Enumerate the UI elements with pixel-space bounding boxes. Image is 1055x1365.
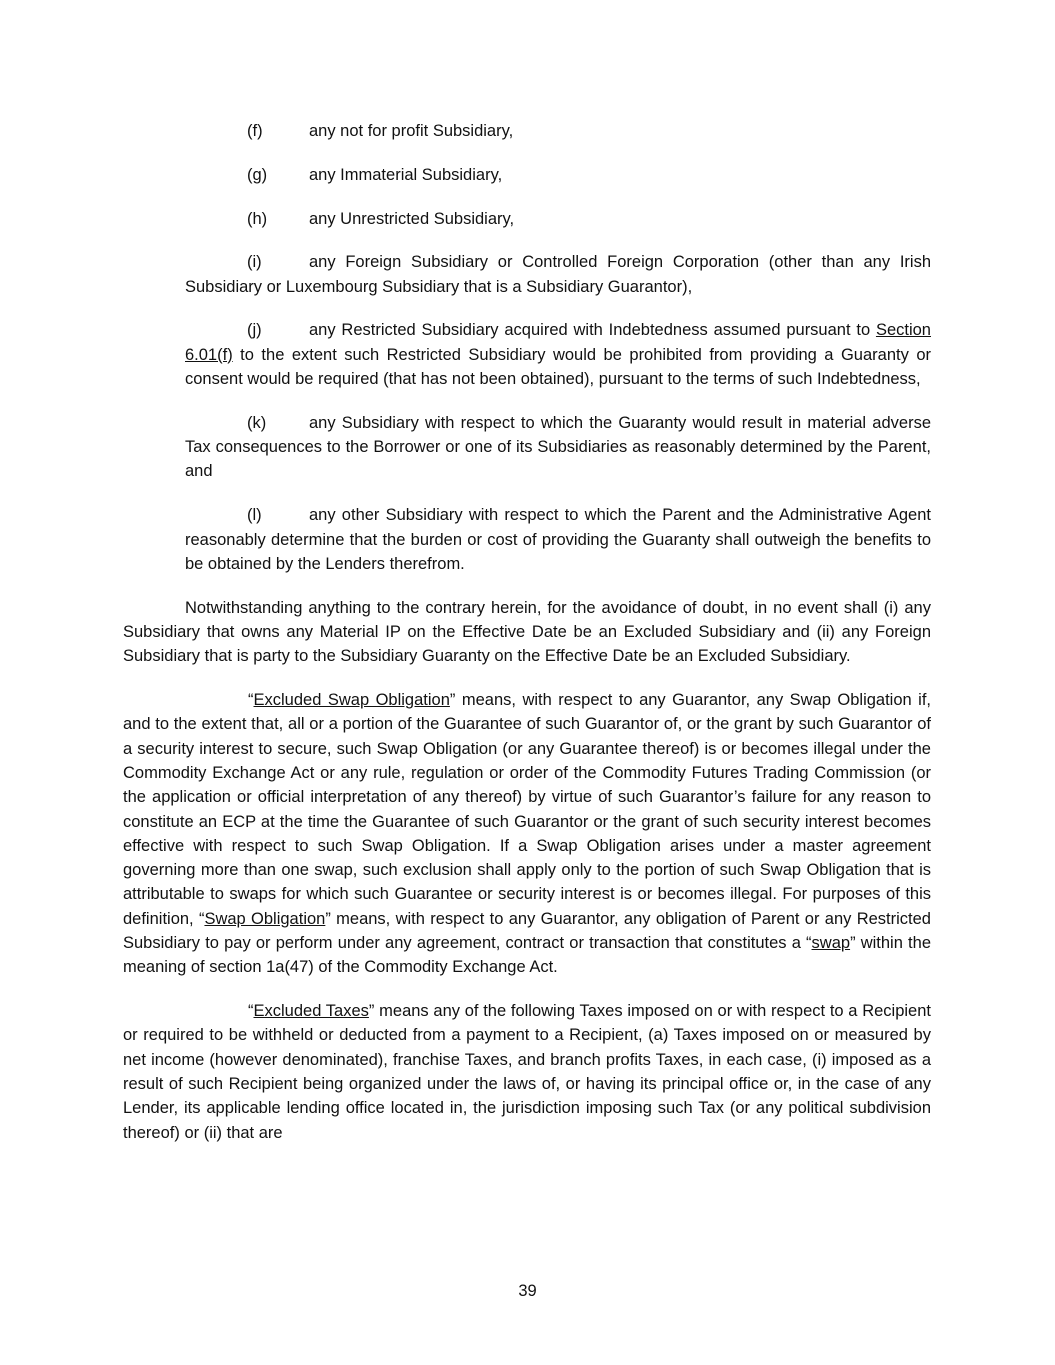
underlined-term: swap [811,934,851,953]
list-item-label: (g) [247,165,268,184]
list-item-h [185,207,931,231]
list-item-g [185,163,931,187]
list-item-label: (l) [247,506,262,525]
text-segment: any Restricted Subsidiary acquired with Indebtedness assumed pursuant to [309,321,876,340]
text-segment: any Unrestricted Subsidiary, [309,209,515,228]
list-item-l [185,503,931,576]
text-segment: ” means any of the following Taxes imposed on or with respect to a Recipient or required to be withheld or deducted from a payment to a Recipient, (a) Taxes imposed on or measured by net income (however denominated), franchise Taxes, and branch profits Taxes, in each case, (i) imposed as a result of such Recipient being organized under the laws of, or having its principal office or, in the case of any Lender, its applicable lending office located in, the jurisdiction imposing such Tax (or any political subdivision thereof) or (ii) that are [123,1002,931,1142]
text-segment: any Foreign Subsidiary or Controlled Foreign Corporation (other than any Irish Subsidiary or Luxembourg Subsidiary that is a Subsidiary Guarantor), [185,253,931,296]
underlined-term: Excluded Swap Obligation [253,691,450,710]
text-segment: any Subsidiary with respect to which the Guaranty would result in material adverse Tax consequences to the Borrower or one of its Subsidiaries as reasonably determined by the Parent, and [185,413,931,481]
text-segment: Notwithstanding anything to the contrary herein, for the avoidance of doubt, in no event shall (i) any Subsidiary that owns any Material IP on the Effective Date be an Excluded Subsidiary and (ii) any Foreign Subsidiary that is party to the Subsidiary Guaranty on the Effective Date be an Excluded Subsidiary. [123,598,931,666]
text-segment: ” means, with respect to any Guarantor, any Swap Obligation if, and to the extent that, all or a portion of the Guarantee of such Guarantor of, or the grant by such Guarantor of a security interest to secure, such Swap Obligation (or any Guarantee thereof) is or becomes illegal under the Commodity Exchange Act or any rule, regulation or order of the Commodity Futures Trading Commission (or the application or official interpretation of any thereof) by virtue of such Guarantor’s failure for any reason to constitute an ECP at the time the Guarantee of such Guarantor or the grant of such security interest becomes effective with respect to such Swap Obligation. If a Swap Obligation arises under a master agreement governing more than one swap, such exclusion shall apply only to the portion of such Swap Obligation that is attributable to swaps for which such Guarantee or security interest is or becomes illegal. For purposes of this definition, “ [123,691,932,928]
list-item-label: (f) [247,122,263,140]
list-item-i [185,250,931,299]
list-item-label: (h) [247,209,268,228]
text-segment: to the extent such Restricted Subsidiary would be prohibited from providing a Guaranty or consent would be required (that has not been obtained), pursuant to the terms of such Indebtedness, [185,345,931,389]
text-segment: ” means, with respect to any Guarantor, any obligation of Parent or any Restricted Subsidiary to pay or perform under any agreement, contract or transaction that constitutes a “ [123,909,931,953]
list-item-f [185,119,931,143]
list-item-label: (i) [247,253,262,272]
list-item-label: (j) [247,321,262,340]
paragraph [123,999,931,1145]
page-number: 39 [518,1281,537,1300]
underlined-term: Section 6.01(f) [185,321,931,364]
paragraph [123,596,931,669]
text-segment: “ [248,691,254,710]
text-segment: any other Subsidiary with respect to which the Parent and the Administrative Agent reasonably determine that the burden or cost of providing the Guaranty shall outweigh the benefits to be obtained by the Lenders therefrom. [185,506,931,573]
text-segment: “ [248,1002,254,1021]
document-content [123,119,931,1145]
text-segment: any not for profit Subsidiary, [309,122,514,140]
text-segment: any Immaterial Subsidiary, [309,165,503,184]
underlined-term: Excluded Taxes [253,1002,369,1021]
list-item-label: (k) [247,413,267,432]
list-item-k [185,411,931,484]
paragraph [123,688,931,980]
underlined-term: Swap Obligation [204,909,326,928]
text-segment: ” within the meaning of section 1a(47) of the Commodity Exchange Act. [123,934,931,977]
list-item-j [185,318,931,391]
